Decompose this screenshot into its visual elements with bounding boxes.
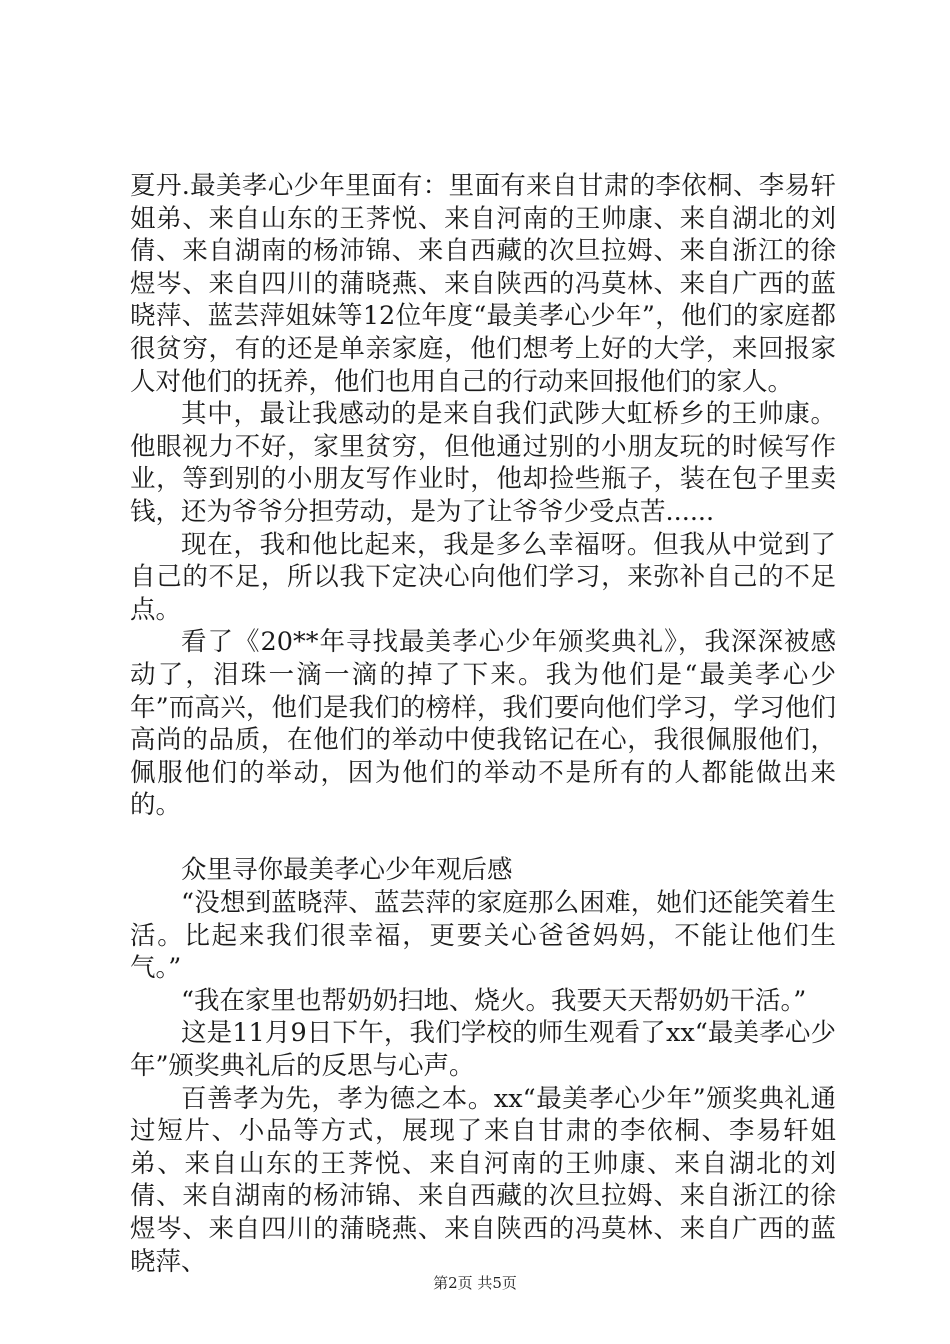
- page-number: 第2页 共5页: [433, 1274, 517, 1292]
- paragraph-quote-1: “没想到蓝晓萍、蓝芸萍的家庭那么困难，她们还能笑着生活。比起来我们很幸福，更要关心爸爸妈妈，不能让他们生气。”: [130, 888, 836, 984]
- paragraph-spacer: [130, 822, 836, 855]
- paragraph-wang-shuaikang: 其中，最让我感动的是来自我们武陟大虹桥乡的王帅康。他眼视力不好，家里贫穷，但他通过别的小朋友玩的时候写作业，等到别的小朋友写作业时，他却捡些瓶子，装在包子里卖钱，还为爷爷分担劳动，是为了让爷爷少受点苦......: [130, 399, 836, 527]
- paragraph-reflection: 现在，我和他比起来，我是多么幸福呀。但我从中觉到了自己的不足，所以我下定决心向他们学习，来弥补自己的不足点。: [130, 529, 836, 625]
- paragraph-context: 这是11月9日下午，我们学校的师生观看了xx“最美孝心少年”颁奖典礼后的反思与心声。: [130, 1018, 836, 1082]
- paragraph-intro: 夏丹.最美孝心少年里面有：里面有来自甘肃的李依桐、李易轩姐弟、来自山东的王荠悦、来自河南的王帅康、来自湖北的刘倩、来自湖南的杨沛锦、来自西藏的次旦拉姆、来自浙江的徐煜岑、来自四川的蒲晓燕、来自陕西的冯莫林、来自广西的蓝晓萍、蓝芸萍姐妹等12位年度“最美孝心少年”，他们的家庭都很贫穷，有的还是单亲家庭，他们想考上好的大学，来回报家人对他们的抚养，他们也用自己的行动来回报他们的家人。: [130, 171, 836, 397]
- paragraph-quote-2: “我在家里也帮奶奶扫地、烧火。我要天天帮奶奶干活。”: [181, 985, 807, 1016]
- paragraph-filial-piety: 百善孝为先，孝为德之本。xx“最美孝心少年”颁奖典礼通过短片、小品等方式，展现了来自甘肃的李依桐、李易轩姐弟、来自山东的王荠悦、来自河南的王帅康、来自湖北的刘倩、来自湖南的杨沛锦、来自西藏的次旦拉姆、来自浙江的徐煜岑、来自四川的蒲晓燕、来自陕西的冯莫林、来自广西的蓝晓萍、: [130, 1083, 836, 1277]
- section-title: 众里寻你最美孝心少年观后感: [181, 855, 513, 886]
- paragraph-ceremony: 看了《20**年寻找最美孝心少年颁奖典礼》，我深深被感动了，泪珠一滴一滴的掉了下来。我为他们是“最美孝心少年”而高兴，他们是我们的榜样，我们要向他们学习，学习他们高尚的品质，在他们的举动中使我铭记在心，我很佩服他们，佩服他们的举动，因为他们的举动不是所有的人都能做出来的。: [130, 627, 836, 821]
- document-body: [130, 170, 836, 1278]
